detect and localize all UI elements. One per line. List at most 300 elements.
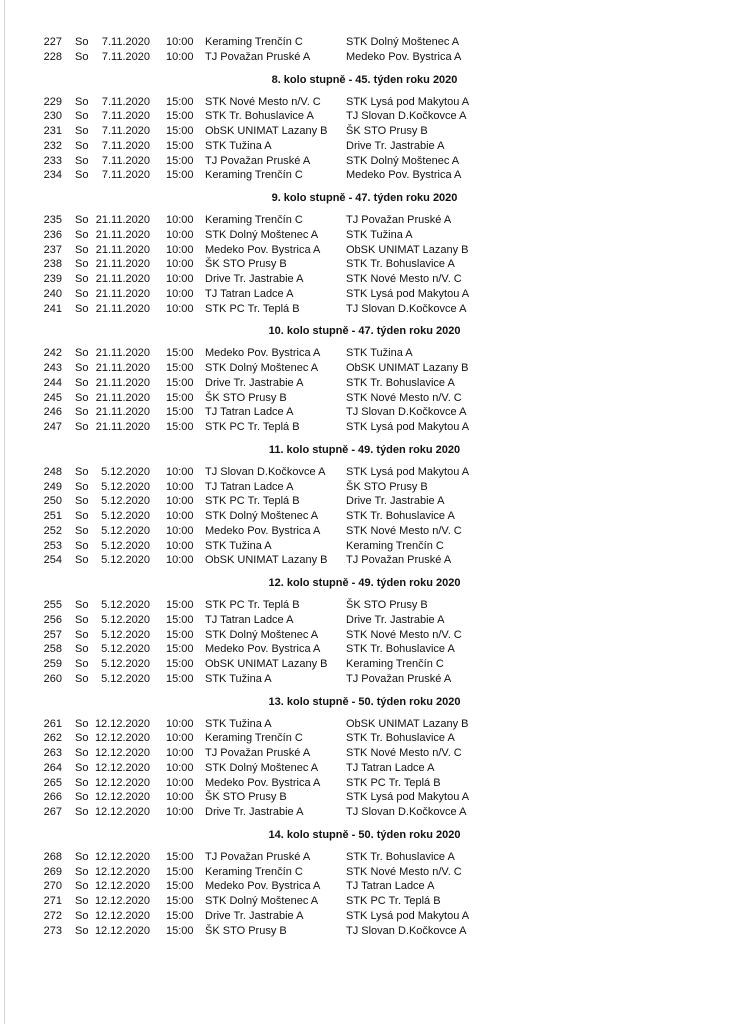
match-time: 15:00 <box>166 850 194 863</box>
match-day: So <box>75 776 89 789</box>
away-team: TJ Slovan D.Kočkovce A <box>346 806 467 818</box>
match-time: 10:00 <box>166 273 194 285</box>
schedule-document <box>0 35 729 938</box>
match-time: 15:00 <box>166 421 194 433</box>
away-team: STK Lysá pod Makytou A <box>346 909 470 922</box>
home-team: STK PC Tr. Teplá B <box>205 599 300 611</box>
match-row <box>0 717 729 732</box>
round-heading: 9. kolo stupně - 47. týden roku 2020 <box>271 192 458 204</box>
match-row <box>0 420 729 435</box>
match-time: 10:00 <box>166 806 194 818</box>
home-team: STK PC Tr. Teplá B <box>205 421 300 433</box>
match-number: 268 <box>43 850 62 863</box>
match-row <box>0 894 729 909</box>
match-date: 5.12.2020 <box>101 495 150 508</box>
match-date: 12.12.2020 <box>94 895 150 907</box>
round-section <box>0 187 729 316</box>
match-day: So <box>75 539 89 552</box>
home-team: TJ Tatran Ladce A <box>205 287 294 300</box>
match-day: So <box>75 347 89 360</box>
match-row <box>0 672 729 687</box>
match-row <box>0 628 729 643</box>
match-number: 246 <box>43 406 62 419</box>
home-team: Keraming Trenčín C <box>205 865 303 878</box>
match-date: 12.12.2020 <box>94 850 150 863</box>
match-day: So <box>75 228 89 241</box>
away-team: TJ Slovan D.Kočkovce A <box>346 406 467 419</box>
home-team: TJ Tatran Ladce A <box>205 480 294 493</box>
away-team: STK PC Tr. Teplá B <box>346 895 441 907</box>
match-number: 253 <box>43 539 62 552</box>
match-day: So <box>75 214 89 226</box>
away-team: ObSK UNIMAT Lazany B <box>346 243 469 256</box>
match-date: 5.12.2020 <box>101 510 150 522</box>
away-team: TJ Slovan D.Kočkovce A <box>346 110 467 123</box>
round-heading-container <box>0 187 729 209</box>
match-date: 12.12.2020 <box>94 880 150 893</box>
match-day: So <box>75 791 89 804</box>
match-day: So <box>75 50 89 63</box>
match-date: 21.11.2020 <box>95 302 150 315</box>
match-day: So <box>75 362 89 374</box>
home-team: Medeko Pov. Bystrica A <box>205 776 321 789</box>
match-row <box>0 95 729 110</box>
match-time: 10:00 <box>166 228 194 241</box>
home-team: TJ Považan Pruské A <box>205 154 311 167</box>
away-team: Medeko Pov. Bystrica A <box>346 169 462 182</box>
away-team: STK Lysá pod Makytou A <box>346 791 470 804</box>
match-number: 230 <box>43 110 62 123</box>
match-number: 273 <box>43 924 62 937</box>
match-time: 15:00 <box>166 643 194 656</box>
round-heading: 8. kolo stupně - 45. týden roku 2020 <box>271 73 458 86</box>
match-row <box>0 865 729 880</box>
match-day: So <box>75 36 89 48</box>
match-number: 262 <box>43 732 62 745</box>
match-day: So <box>75 376 89 389</box>
match-date: 21.11.2020 <box>95 376 150 389</box>
match-number: 248 <box>43 465 62 478</box>
match-row <box>0 524 729 539</box>
home-team: Medeko Pov. Bystrica A <box>205 347 321 360</box>
match-row <box>0 553 729 568</box>
match-time: 10:00 <box>166 243 194 256</box>
match-number: 270 <box>43 880 62 893</box>
match-time: 10:00 <box>166 495 194 508</box>
away-team: STK Nové Mesto n/V. C <box>346 391 462 404</box>
match-time: 10:00 <box>166 554 194 567</box>
match-time: 15:00 <box>166 628 194 641</box>
home-team: Drive Tr. Jastrabie A <box>205 909 304 922</box>
match-time: 15:00 <box>166 169 194 182</box>
round-section <box>0 439 729 568</box>
match-number: 234 <box>43 169 62 182</box>
match-day: So <box>75 599 89 611</box>
home-team: ObSK UNIMAT Lazany B <box>205 554 328 567</box>
home-team: STK Tužina A <box>205 139 272 152</box>
home-team: Medeko Pov. Bystrica A <box>205 524 321 537</box>
away-team: STK Tr. Bohuslavice A <box>346 850 455 863</box>
away-team: STK Tr. Bohuslavice A <box>346 732 455 745</box>
match-number: 265 <box>43 776 62 789</box>
match-date: 5.12.2020 <box>101 672 150 685</box>
match-date: 12.12.2020 <box>94 776 150 789</box>
match-number: 256 <box>43 613 62 626</box>
match-number: 254 <box>43 554 62 567</box>
match-time: 10:00 <box>166 214 194 226</box>
match-number: 229 <box>43 95 62 108</box>
match-date: 7.11.2020 <box>101 169 150 182</box>
match-day: So <box>75 747 89 759</box>
match-row <box>0 346 729 361</box>
home-team: STK Tr. Bohuslavice A <box>205 110 314 123</box>
match-number: 252 <box>43 524 62 537</box>
match-row <box>0 376 729 391</box>
home-team: STK Nové Mesto n/V. C <box>205 95 321 108</box>
round-heading-container <box>0 824 729 846</box>
home-team: Medeko Pov. Bystrica A <box>205 243 321 256</box>
match-date: 12.12.2020 <box>94 717 150 730</box>
match-number: 259 <box>43 658 62 670</box>
match-date: 7.11.2020 <box>101 154 150 167</box>
home-team: STK Dolný Moštenec A <box>205 362 319 374</box>
away-team: Drive Tr. Jastrabie A <box>346 139 445 152</box>
match-number: 237 <box>43 243 62 256</box>
match-date: 21.11.2020 <box>95 287 150 300</box>
match-day: So <box>75 406 89 419</box>
match-time: 10:00 <box>166 258 194 271</box>
match-date: 21.11.2020 <box>95 347 150 360</box>
match-time: 10:00 <box>166 480 194 493</box>
match-number: 239 <box>43 273 62 285</box>
away-team: ŠK STO Prusy B <box>346 125 428 137</box>
match-day: So <box>75 554 89 567</box>
match-time: 15:00 <box>166 376 194 389</box>
match-day: So <box>75 909 89 922</box>
match-date: 12.12.2020 <box>94 806 150 818</box>
match-time: 10:00 <box>166 539 194 552</box>
away-team: Keraming Trenčín C <box>346 658 444 670</box>
home-team: Keraming Trenčín C <box>205 169 303 182</box>
match-row <box>0 243 729 258</box>
home-team: TJ Slovan D.Kočkovce A <box>205 465 326 478</box>
match-row <box>0 154 729 169</box>
match-row <box>0 257 729 272</box>
match-day: So <box>75 139 89 152</box>
match-date: 12.12.2020 <box>94 924 150 937</box>
match-time: 10:00 <box>166 732 194 745</box>
away-team: ŠK STO Prusy B <box>346 480 428 493</box>
match-row <box>0 613 729 628</box>
match-date: 7.11.2020 <box>101 36 150 48</box>
match-day: So <box>75 761 89 774</box>
match-time: 15:00 <box>166 599 194 611</box>
home-team: STK PC Tr. Teplá B <box>205 495 300 508</box>
match-time: 15:00 <box>166 895 194 907</box>
match-day: So <box>75 717 89 730</box>
match-date: 7.11.2020 <box>101 95 150 108</box>
match-date: 12.12.2020 <box>94 732 150 745</box>
home-team: TJ Tatran Ladce A <box>205 613 294 626</box>
match-number: 255 <box>43 599 62 611</box>
match-day: So <box>75 258 89 271</box>
match-number: 257 <box>43 628 62 641</box>
match-day: So <box>75 169 89 182</box>
match-date: 5.12.2020 <box>101 524 150 537</box>
home-team: STK Dolný Moštenec A <box>205 228 319 241</box>
match-day: So <box>75 643 89 656</box>
match-day: So <box>75 895 89 907</box>
match-time: 15:00 <box>166 613 194 626</box>
match-row <box>0 50 729 65</box>
away-team: TJ Považan Pruské A <box>346 672 452 685</box>
away-team: TJ Slovan D.Kočkovce A <box>346 302 467 315</box>
match-time: 10:00 <box>166 791 194 804</box>
away-team: TJ Tatran Ladce A <box>346 761 435 774</box>
match-row <box>0 480 729 495</box>
match-day: So <box>75 287 89 300</box>
match-number: 241 <box>43 302 62 315</box>
round-heading: 12. kolo stupně - 49. týden roku 2020 <box>268 577 461 589</box>
match-day: So <box>75 880 89 893</box>
match-number: 258 <box>43 643 62 656</box>
away-team: STK Tužina A <box>346 228 413 241</box>
match-date: 5.12.2020 <box>101 599 150 611</box>
match-row <box>0 776 729 791</box>
home-team: ŠK STO Prusy B <box>205 391 287 404</box>
match-time: 15:00 <box>166 125 194 137</box>
match-date: 12.12.2020 <box>94 761 150 774</box>
match-time: 10:00 <box>166 510 194 522</box>
match-number: 269 <box>43 865 62 878</box>
away-team: STK Nové Mesto n/V. C <box>346 628 462 641</box>
home-team: TJ Považan Pruské A <box>205 850 311 863</box>
match-time: 10:00 <box>166 302 194 315</box>
match-number: 231 <box>43 125 62 137</box>
match-day: So <box>75 495 89 508</box>
away-team: STK Tužina A <box>346 347 413 360</box>
away-team: TJ Slovan D.Kočkovce A <box>346 924 467 937</box>
round-section <box>0 69 729 184</box>
match-row <box>0 731 729 746</box>
match-row <box>0 391 729 406</box>
away-team: ObSK UNIMAT Lazany B <box>346 362 469 374</box>
match-time: 15:00 <box>166 362 194 374</box>
match-number: 247 <box>43 421 62 433</box>
round-heading: 14. kolo stupně - 50. týden roku 2020 <box>268 828 461 841</box>
away-team: TJ Považan Pruské A <box>346 214 452 226</box>
match-day: So <box>75 110 89 123</box>
home-team: STK Dolný Moštenec A <box>205 761 319 774</box>
home-team: ŠK STO Prusy B <box>205 924 287 937</box>
match-row <box>0 850 729 865</box>
away-team: STK Nové Mesto n/V. C <box>346 273 462 285</box>
match-date: 21.11.2020 <box>95 214 150 226</box>
match-row <box>0 465 729 480</box>
match-day: So <box>75 806 89 818</box>
match-time: 15:00 <box>166 347 194 360</box>
match-number: 243 <box>43 362 62 374</box>
match-number: 240 <box>43 287 62 300</box>
match-row <box>0 35 729 50</box>
match-day: So <box>75 154 89 167</box>
home-team: STK Dolný Moštenec A <box>205 628 319 641</box>
match-day: So <box>75 850 89 863</box>
match-row <box>0 124 729 139</box>
match-row <box>0 109 729 124</box>
match-number: 266 <box>43 791 62 804</box>
match-time: 10:00 <box>166 747 194 759</box>
match-date: 21.11.2020 <box>95 391 150 404</box>
match-time: 10:00 <box>166 287 194 300</box>
match-number: 272 <box>43 909 62 922</box>
match-day: So <box>75 732 89 745</box>
away-team: STK Tr. Bohuslavice A <box>346 258 455 271</box>
match-time: 15:00 <box>166 110 194 123</box>
round-heading-container <box>0 439 729 461</box>
match-number: 260 <box>43 672 62 685</box>
match-row <box>0 168 729 183</box>
round-section <box>0 320 729 435</box>
match-number: 228 <box>43 50 62 63</box>
match-date: 21.11.2020 <box>95 273 150 285</box>
home-team: TJ Považan Pruské A <box>205 50 311 63</box>
match-number: 261 <box>43 717 62 730</box>
match-date: 7.11.2020 <box>101 110 150 123</box>
away-team: Drive Tr. Jastrabie A <box>346 613 445 626</box>
away-team: STK PC Tr. Teplá B <box>346 776 441 789</box>
match-day: So <box>75 524 89 537</box>
match-day: So <box>75 273 89 285</box>
match-row <box>0 213 729 228</box>
away-team: Medeko Pov. Bystrica A <box>346 50 462 63</box>
home-team: Keraming Trenčín C <box>205 214 303 226</box>
match-day: So <box>75 924 89 937</box>
away-team: STK Lysá pod Makytou A <box>346 95 470 108</box>
home-team: Drive Tr. Jastrabie A <box>205 273 304 285</box>
match-time: 15:00 <box>166 880 194 893</box>
match-row <box>0 539 729 554</box>
home-team: Keraming Trenčín C <box>205 36 303 48</box>
match-number: 227 <box>43 36 62 48</box>
match-row <box>0 924 729 939</box>
home-team: Medeko Pov. Bystrica A <box>205 643 321 656</box>
match-row <box>0 272 729 287</box>
home-team: Drive Tr. Jastrabie A <box>205 376 304 389</box>
match-day: So <box>75 391 89 404</box>
away-team: STK Tr. Bohuslavice A <box>346 510 455 522</box>
match-number: 264 <box>43 761 62 774</box>
match-row <box>0 287 729 302</box>
away-team: STK Nové Mesto n/V. C <box>346 747 462 759</box>
match-time: 15:00 <box>166 672 194 685</box>
home-team: STK Dolný Moštenec A <box>205 895 319 907</box>
match-date: 21.11.2020 <box>95 406 150 419</box>
match-date: 7.11.2020 <box>101 50 150 63</box>
round-heading: 10. kolo stupně - 47. týden roku 2020 <box>268 325 461 338</box>
match-time: 15:00 <box>166 909 194 922</box>
match-row <box>0 642 729 657</box>
match-time: 15:00 <box>166 658 194 670</box>
match-day: So <box>75 465 89 478</box>
away-team: STK Dolný Moštenec A <box>346 36 460 48</box>
match-date: 5.12.2020 <box>101 613 150 626</box>
home-team: Medeko Pov. Bystrica A <box>205 880 321 893</box>
match-number: 249 <box>43 480 62 493</box>
match-date: 5.12.2020 <box>101 539 150 552</box>
away-team: ObSK UNIMAT Lazany B <box>346 717 469 730</box>
match-number: 236 <box>43 228 62 241</box>
away-team: Drive Tr. Jastrabie A <box>346 495 445 508</box>
home-team: ŠK STO Prusy B <box>205 791 287 804</box>
match-row <box>0 302 729 317</box>
match-number: 263 <box>43 747 62 759</box>
match-date: 5.12.2020 <box>101 643 150 656</box>
match-row <box>0 657 729 672</box>
match-day: So <box>75 480 89 493</box>
match-date: 12.12.2020 <box>94 909 150 922</box>
match-day: So <box>75 125 89 137</box>
away-team: TJ Považan Pruské A <box>346 554 452 567</box>
match-date: 21.11.2020 <box>95 228 150 241</box>
round-heading-container <box>0 572 729 594</box>
match-date: 5.12.2020 <box>101 658 150 670</box>
home-team: STK Tužina A <box>205 539 272 552</box>
match-row <box>0 405 729 420</box>
match-date: 5.12.2020 <box>101 628 150 641</box>
away-team: STK Lysá pod Makytou A <box>346 421 470 433</box>
round-heading-container <box>0 691 729 713</box>
match-time: 15:00 <box>166 865 194 878</box>
match-row <box>0 228 729 243</box>
match-number: 232 <box>43 139 62 152</box>
away-team: TJ Tatran Ladce A <box>346 880 435 893</box>
match-date: 21.11.2020 <box>95 243 150 256</box>
home-team: Keraming Trenčín C <box>205 732 303 745</box>
match-day: So <box>75 302 89 315</box>
match-row <box>0 805 729 820</box>
round-heading: 13. kolo stupně - 50. týden roku 2020 <box>268 695 461 708</box>
match-time: 15:00 <box>166 924 194 937</box>
match-date: 12.12.2020 <box>94 747 150 759</box>
match-row <box>0 909 729 924</box>
round-section <box>0 572 729 687</box>
match-day: So <box>75 628 89 641</box>
match-time: 10:00 <box>166 717 194 730</box>
match-number: 251 <box>43 510 62 522</box>
match-number: 244 <box>43 376 62 389</box>
match-time: 15:00 <box>166 139 194 152</box>
match-number: 267 <box>43 806 62 818</box>
match-row <box>0 598 729 613</box>
match-row <box>0 746 729 761</box>
home-team: ŠK STO Prusy B <box>205 258 287 271</box>
round-section <box>0 35 729 65</box>
match-day: So <box>75 658 89 670</box>
home-team: STK Dolný Moštenec A <box>205 510 319 522</box>
home-team: STK Tužina A <box>205 672 272 685</box>
match-time: 15:00 <box>166 391 194 404</box>
match-day: So <box>75 613 89 626</box>
match-date: 12.12.2020 <box>94 865 150 878</box>
match-day: So <box>75 672 89 685</box>
match-time: 10:00 <box>166 50 194 63</box>
home-team: STK PC Tr. Teplá B <box>205 302 300 315</box>
away-team: STK Lysá pod Makytou A <box>346 287 470 300</box>
match-number: 233 <box>43 154 62 167</box>
away-team: ŠK STO Prusy B <box>346 599 428 611</box>
match-date: 12.12.2020 <box>94 791 150 804</box>
